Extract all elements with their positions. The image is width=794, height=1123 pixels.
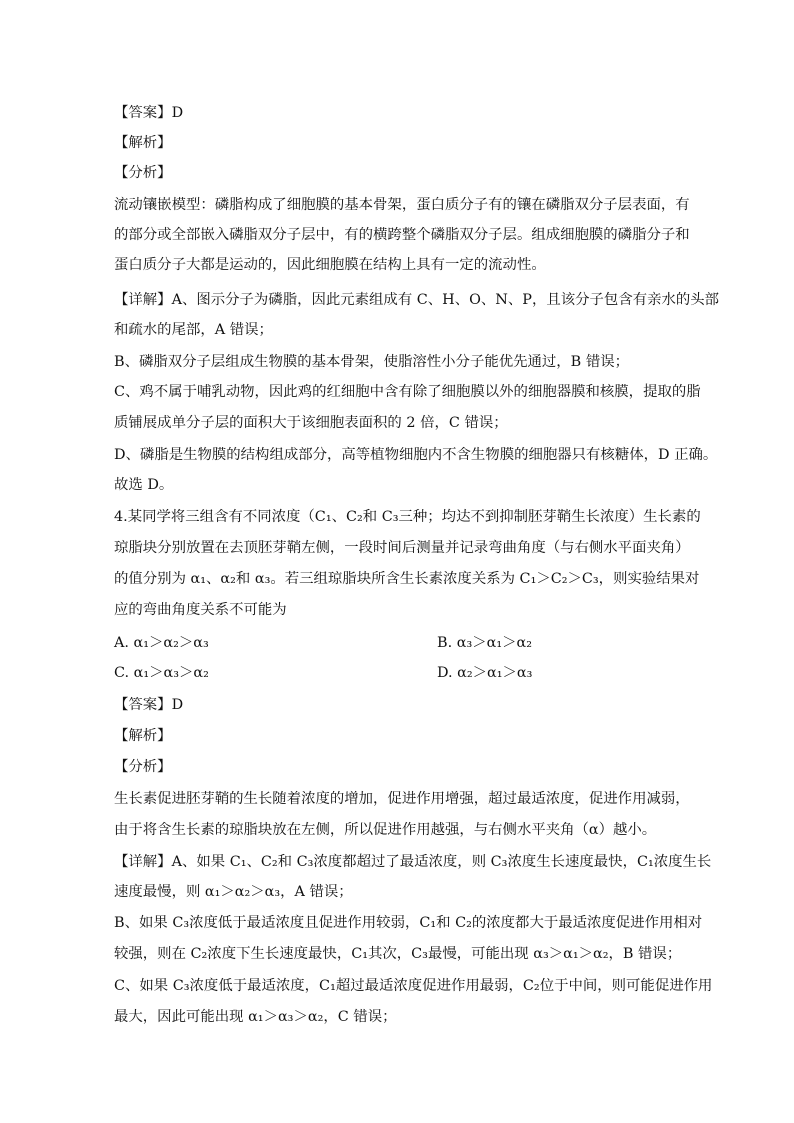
detail-line: 【详解】A、图示分子为磷脂，因此元素组成有 C、H、O、N、P，且该分子包含有亲水的头部 bbox=[114, 292, 720, 308]
option-d: D. α₂＞α₁＞α₃ bbox=[437, 665, 533, 681]
detail-line: 最大，因此可能出现 α₁＞α₃＞α₂，C 错误； bbox=[114, 1009, 397, 1025]
question-stem-line: 应的弯曲角度关系不可能为 bbox=[114, 602, 287, 618]
detail-line: 质铺展成单分子层的面积大于该细胞表面积的 2 倍，C 错误； bbox=[114, 415, 508, 431]
detail-line: 较强，则在 C₂浓度下生长速度最快，C₁其次，C₃最慢，可能出现 α₃＞α₁＞α₂，B 错误； bbox=[114, 946, 682, 962]
question-stem-line: 4.某同学将三组含有不同浓度（C₁、C₂和 C₃三种；均达不到抑制胚芽鞘生长浓度）生长素的 bbox=[114, 509, 701, 525]
analysis-line: 由于将含生长素的琼脂块放在左侧，所以促进作用越强，与右侧水平夹角（α）越小。 bbox=[114, 822, 657, 838]
detail-line: D、磷脂是生物膜的结构组成部分，高等植物细胞内不含生物膜的细胞器只有核糖体，D 正确。 bbox=[114, 447, 718, 463]
detail-line: C、鸡不属于哺乳动物，因此鸡的红细胞中含有除了细胞膜以外的细胞器膜和核膜，提取的脂 bbox=[114, 384, 701, 400]
detail-line: B、磷脂双分子层组成生物膜的基本骨架，使脂溶性小分子能优先通过，B 错误； bbox=[114, 354, 630, 370]
analysis-line: 的部分或全部嵌入磷脂双分子层中，有的横跨整个磷脂双分子层。组成细胞膜的磷脂分子和 bbox=[114, 227, 690, 243]
option-a: A. α₁＞α₂＞α₃ bbox=[114, 635, 209, 651]
detail-line: 故选 D。 bbox=[114, 477, 174, 493]
detail-line: B、如果 C₃浓度低于最适浓度且促进作用较弱，C₁和 C₂的浓度都大于最适浓度促进作用相对 bbox=[114, 915, 703, 931]
jiexi-label: 【解析】 bbox=[114, 728, 172, 744]
analysis-line: 蛋白质分子大都是运动的，因此细胞膜在结构上具有一定的流动性。 bbox=[114, 257, 546, 273]
answer-label: 【答案】D bbox=[114, 697, 184, 713]
detail-line: 【详解】A、如果 C₁、C₂和 C₃浓度都超过了最适浓度，则 C₃浓度生长速度最快，C₁浓度生长 bbox=[114, 854, 712, 870]
question-stem-line: 的值分别为 α₁、α₂和 α₃。若三组琼脂块所含生长素浓度关系为 C₁＞C₂＞C₃，则实验结果对 bbox=[114, 571, 700, 587]
option-b: B. α₃＞α₁＞α₂ bbox=[437, 635, 532, 651]
detail-line: C、如果 C₃浓度低于最适浓度，C₁超过最适浓度促进作用最弱，C₂位于中间，则可能促进作用 bbox=[114, 978, 713, 994]
question-stem-line: 琼脂块分别放置在去顶胚芽鞘左侧，一段时间后测量并记录弯曲角度（与右侧水平面夹角） bbox=[114, 540, 690, 556]
fenxi-label: 【分析】 bbox=[114, 165, 172, 181]
detail-line: 速度最慢，则 α₁＞α₂＞α₃，A 错误； bbox=[114, 884, 353, 900]
analysis-line: 生长素促进胚芽鞘的生长随着浓度的增加，促进作用增强，超过最适浓度，促进作用减弱， bbox=[114, 791, 690, 807]
answer-label: 【答案】D bbox=[114, 105, 184, 121]
option-c: C. α₁＞α₃＞α₂ bbox=[114, 665, 209, 681]
detail-line: 和疏水的尾部，A 错误； bbox=[114, 322, 273, 338]
analysis-line: 流动镶嵌模型：磷脂构成了细胞膜的基本骨架，蛋白质分子有的镶在磷脂双分子层表面，有 bbox=[114, 197, 690, 213]
fenxi-label: 【分析】 bbox=[114, 759, 172, 775]
jiexi-label: 【解析】 bbox=[114, 135, 172, 151]
